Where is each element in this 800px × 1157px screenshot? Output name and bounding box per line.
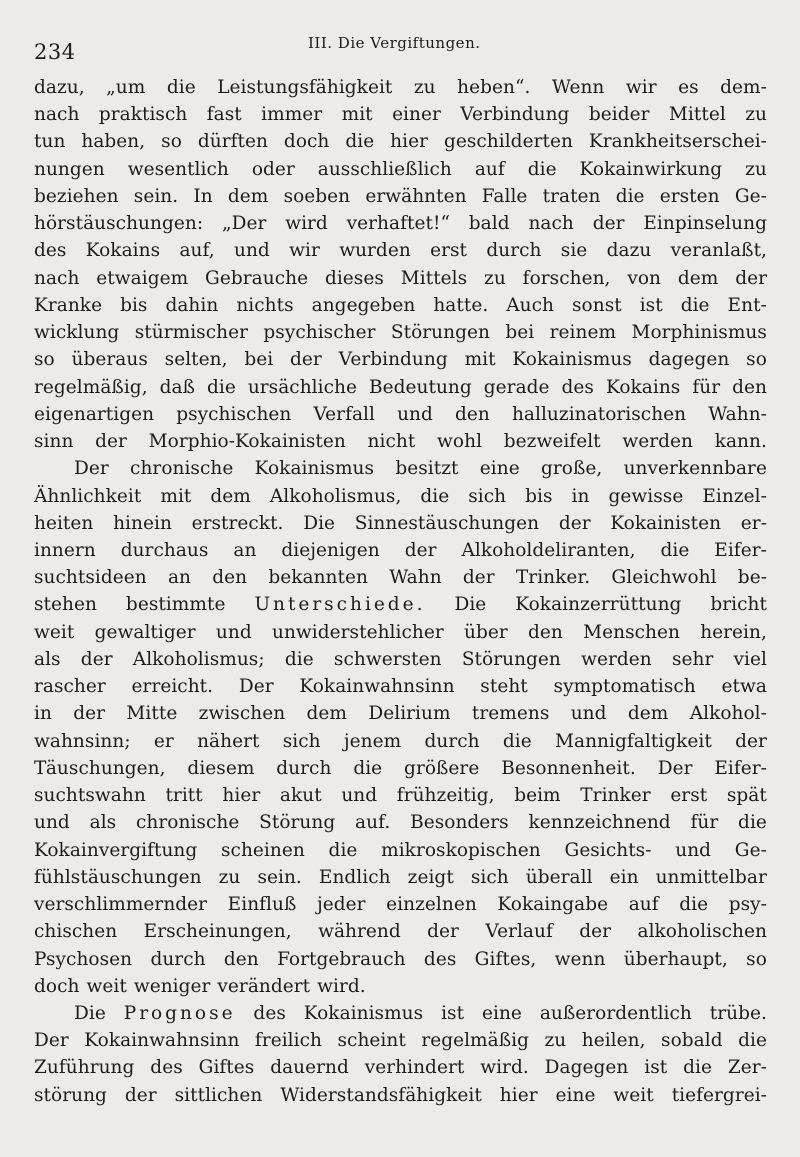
text-line: Der chronische Kokainismus besitzt eine große, unverkennbare	[74, 458, 767, 480]
text-line: des Kokains auf, und wir wurden erst durch sie dazu veranlaßt,	[34, 240, 767, 262]
text-line: verschlimmernder Einfluß jeder einzelnen Kokaingabe auf die psy-	[34, 894, 767, 916]
page-number: 234	[34, 40, 76, 64]
text-line: weit gewaltiger und unwiderstehlicher über den Menschen herein,	[34, 621, 767, 643]
text-line: als der Alkoholismus; die schwersten Störungen werden sehr viel	[34, 648, 767, 670]
text-line: sinn der Morphio-Kokainisten nicht wohl bezweifelt werden kann.	[34, 431, 767, 453]
text-line: stehen bestimmte Unterschiede. Die Kokainzerrüttung bricht	[34, 594, 767, 616]
text-line: Die Prognose des Kokainismus ist eine außerordentlich trübe.	[74, 1002, 767, 1024]
text-line: Zuführung des Giftes dauernd verhindert wird. Dagegen ist die Zer-	[34, 1057, 767, 1079]
text-line: chischen Erscheinungen, während der Verlauf der alkoholischen	[34, 921, 767, 943]
text-line: tun haben, so dürften doch die hier geschilderten Krankheitserschei-	[34, 131, 767, 153]
text-line: störung der sittlichen Widerstandsfähigkeit hier eine weit tiefergrei-	[34, 1084, 767, 1106]
body-text	[34, 74, 767, 1109]
text-line: eigenartigen psychischen Verfall und den halluzinatorischen Wahn-	[34, 403, 767, 425]
text-line: beziehen sein. In dem soeben erwähnten Falle traten die ersten Ge-	[34, 185, 767, 207]
text-line: Der Kokainwahnsinn freilich scheint regelmäßig zu heilen, sobald die	[34, 1030, 767, 1052]
running-head: III. Die Vergiftungen.	[308, 34, 481, 52]
text-line: nach etwaigem Gebrauche dieses Mittels zu forschen, von dem der	[34, 267, 767, 289]
text-line: in der Mitte zwischen dem Delirium tremens und dem Alkohol-	[34, 703, 767, 725]
text-line: doch weit weniger verändert wird.	[34, 975, 366, 997]
text-line: suchtswahn tritt hier akut und frühzeitig, beim Trinker erst spät	[34, 785, 767, 807]
text-line: innern durchaus an diejenigen der Alkoholdeliranten, die Eifer-	[34, 539, 767, 561]
text-line: rascher erreicht. Der Kokainwahnsinn steht symptomatisch etwa	[34, 676, 767, 698]
text-line: Kokainvergiftung scheinen die mikroskopischen Gesichts- und Ge-	[34, 839, 767, 861]
text-line: nungen wesentlich oder ausschließlich auf die Kokainwirkung zu	[34, 158, 767, 180]
text-line: dazu, „um die Leistungsfähigkeit zu heben“. Wenn wir es dem-	[34, 77, 767, 98]
text-line: Ähnlichkeit mit dem Alkoholismus, die sich bis in gewisse Einzel-	[34, 485, 767, 507]
text-line: nach praktisch fast immer mit einer Verbindung beider Mittel zu	[34, 104, 767, 126]
text-line: hörstäuschungen: „Der wird verhaftet!“ bald nach der Einpinselung	[34, 213, 767, 235]
text-line: wahnsinn; er nähert sich jenem durch die Mannigfaltigkeit der	[34, 730, 767, 752]
text-line: Kranke bis dahin nichts angegeben hatte. Auch sonst ist die Ent-	[34, 294, 767, 316]
text-line: heiten hinein erstreckt. Die Sinnestäuschungen der Kokainisten er-	[34, 512, 767, 534]
text-line: Täuschungen, diesem durch die größere Besonnenheit. Der Eifer-	[34, 757, 767, 779]
text-line: regelmäßig, daß die ursächliche Bedeutung gerade des Kokains für den	[34, 376, 767, 398]
text-line: Psychosen durch den Fortgebrauch des Giftes, wenn überhaupt, so	[34, 948, 767, 970]
text-line: fühlstäuschungen zu sein. Endlich zeigt sich überall ein unmittelbar	[34, 866, 767, 888]
text-line: suchtsideen an den bekannten Wahn der Trinker. Gleichwohl be-	[34, 567, 767, 589]
text-line: wicklung stürmischer psychischer Störungen bei reinem Morphinismus	[34, 322, 767, 344]
text-line: so überaus selten, bei der Verbindung mit Kokainismus dagegen so	[34, 349, 767, 371]
text-line: und als chronische Störung auf. Besonders kennzeichnend für die	[34, 812, 767, 834]
